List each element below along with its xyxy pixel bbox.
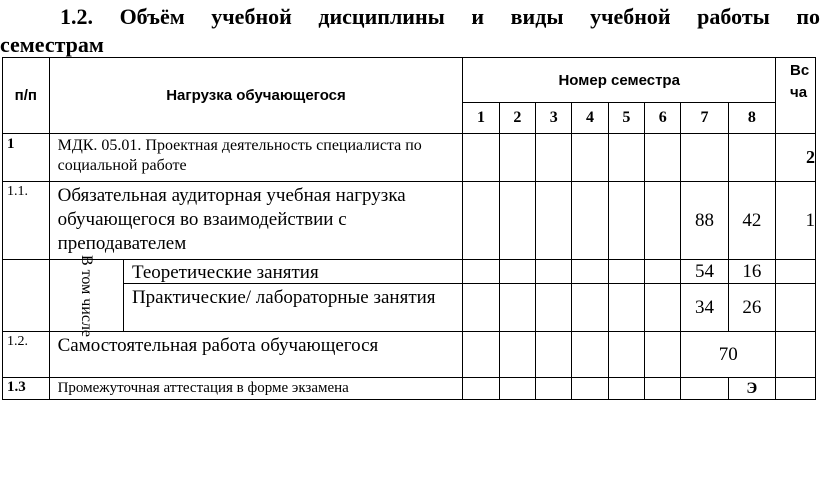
theory-text: Теоретические занятия (123, 260, 462, 284)
row-1-2-value: 70 (681, 332, 776, 378)
row-1-total: 2 (776, 134, 816, 182)
header-semester: Номер семестра (463, 58, 776, 103)
row-1-1-num: 1.1. (3, 182, 50, 260)
semester-6: 6 (645, 103, 681, 134)
workload-table (2, 57, 816, 400)
including-label: В том числе (49, 260, 123, 332)
row-1-2-text: Самостоятельная работа обучающегося (49, 332, 463, 378)
header-total: Вс ча (776, 58, 816, 134)
row-1-1-total: 1 (776, 182, 816, 260)
semester-2: 2 (499, 103, 535, 134)
semester-5: 5 (608, 103, 644, 134)
row-1-3-num: 1.3 (3, 378, 50, 400)
table-row (3, 284, 816, 332)
theory-s7: 54 (681, 260, 728, 284)
theory-s8: 16 (728, 260, 775, 284)
table-row (3, 378, 816, 400)
table-row (3, 182, 816, 260)
row-1-3-s8: Э (728, 378, 775, 400)
practice-s8: 26 (728, 284, 775, 332)
row-1-1-s7: 88 (681, 182, 728, 260)
semester-4: 4 (572, 103, 608, 134)
row-1-2-num: 1.2. (3, 332, 50, 378)
row-1-1-text: Обязательная аудиторная учебная нагрузка обучающегося во взаимодействии с преподавателем (49, 182, 463, 260)
header-num: п/п (3, 58, 50, 134)
title-line-1: 1.2. Объём учебной дисциплины и виды учебной работы по (60, 4, 820, 29)
semester-8: 8 (728, 103, 775, 134)
row-1-num: 1 (3, 134, 50, 182)
practice-s7: 34 (681, 284, 728, 332)
title-line-2: семестрам (0, 32, 104, 57)
row-1-3-text: Промежуточная аттестация в форме экзамена (49, 378, 463, 400)
table-row (3, 260, 816, 284)
practice-text: Практические/ лабораторные занятия (123, 284, 462, 332)
table-row (3, 332, 816, 378)
header-load: Нагрузка обучающегося (49, 58, 463, 134)
semester-1: 1 (463, 103, 499, 134)
row-1-1-s8: 42 (728, 182, 775, 260)
row-1-text: МДК. 05.01. Проектная деятельность специалиста по социальной работе (49, 134, 463, 182)
table-row (3, 134, 816, 182)
semester-3: 3 (536, 103, 572, 134)
semester-7: 7 (681, 103, 728, 134)
